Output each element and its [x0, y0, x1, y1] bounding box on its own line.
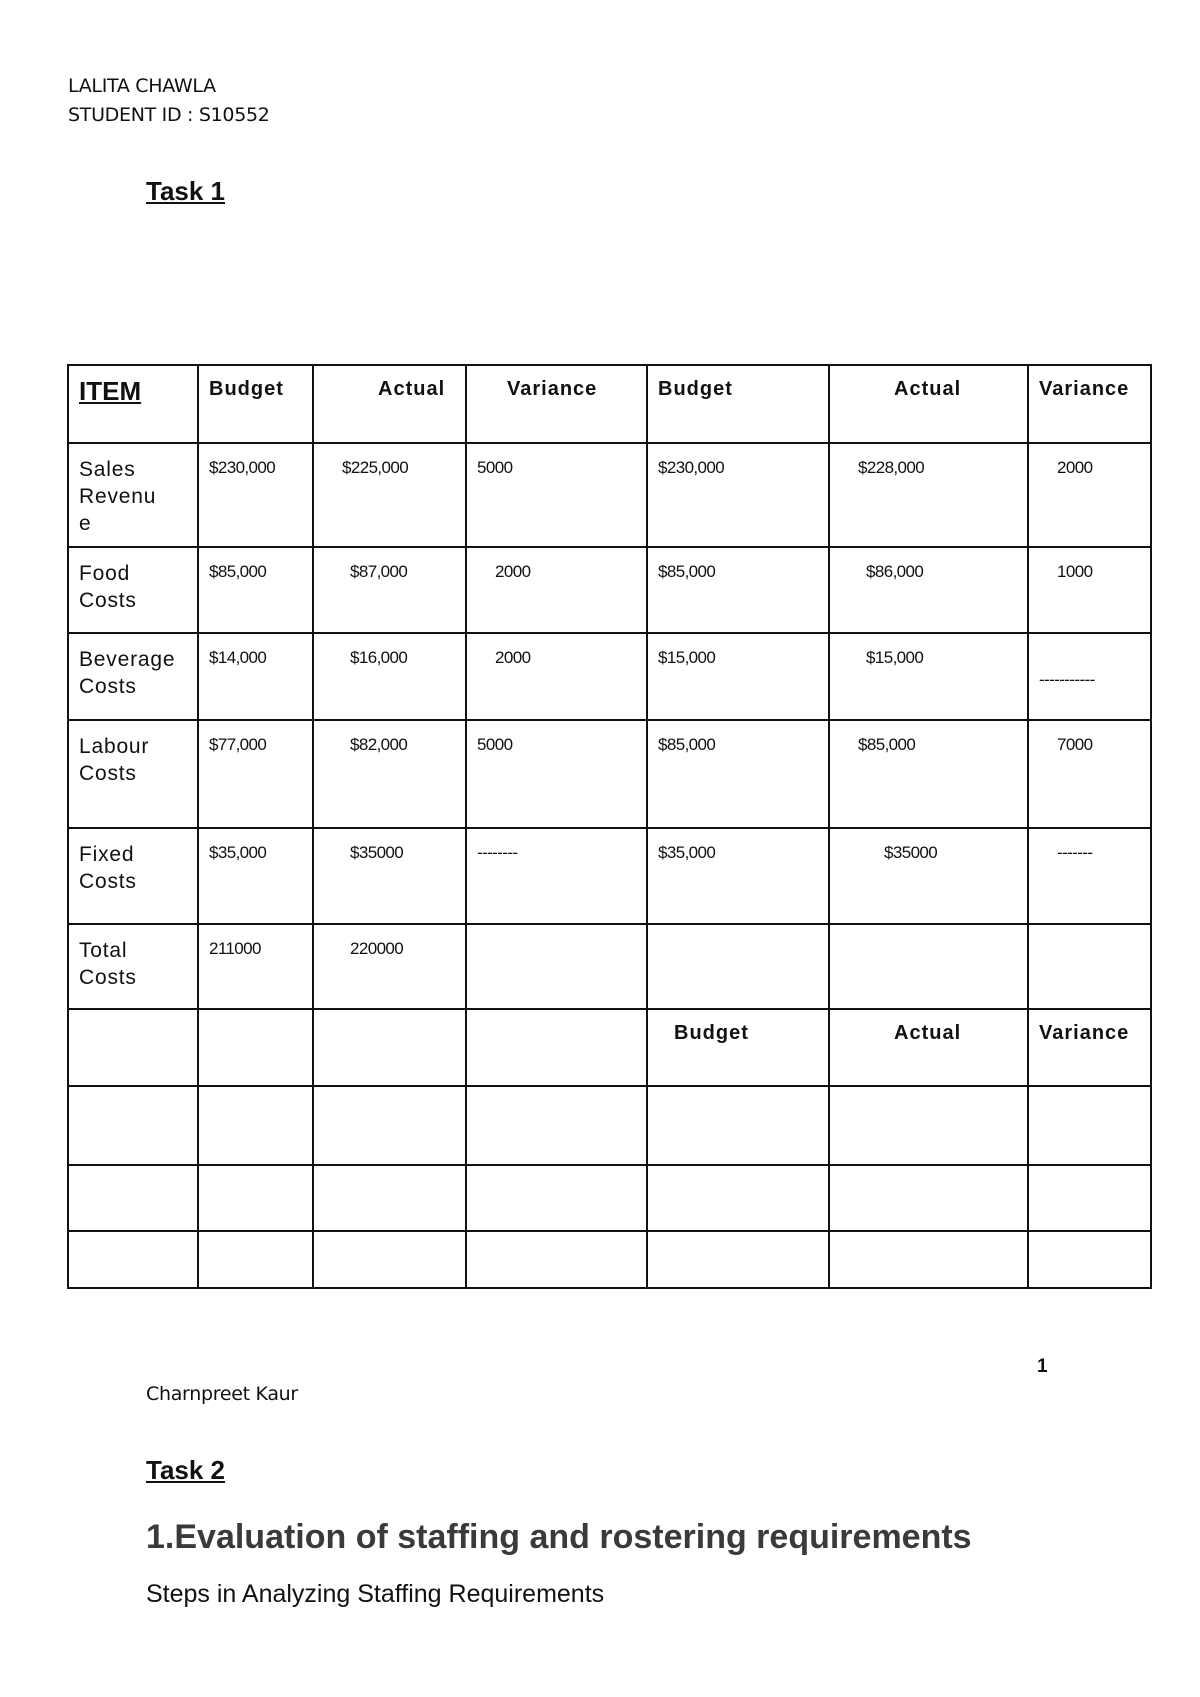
- cell: [68, 1165, 198, 1231]
- cell: [198, 1009, 313, 1086]
- table-row: [68, 547, 1151, 633]
- cell: 5000: [466, 443, 647, 547]
- header-budget-1: Budget: [198, 365, 313, 443]
- header-actual-1: Actual: [313, 365, 466, 443]
- row-label-fixed-costs: Fixed Costs: [68, 828, 198, 924]
- cell: [68, 1009, 198, 1086]
- table-row: [68, 1231, 1151, 1288]
- cell: 1000: [1028, 547, 1151, 633]
- cell: [198, 1086, 313, 1165]
- cell: [68, 1231, 198, 1288]
- dash-placeholder: -----------: [1039, 670, 1095, 689]
- cell: [829, 924, 1028, 1009]
- cell: $35,000: [198, 828, 313, 924]
- cell: $225,000: [313, 443, 466, 547]
- author-name: Charnpreet Kaur: [146, 1383, 298, 1405]
- cell: 211000: [198, 924, 313, 1009]
- cell: [829, 1165, 1028, 1231]
- section-heading: 1.Evaluation of staffing and rostering requirements: [146, 1518, 972, 1556]
- cell: [1028, 1165, 1151, 1231]
- cell: [647, 1086, 829, 1165]
- cell: $82,000: [313, 720, 466, 828]
- cell: [1028, 633, 1151, 720]
- cell: 7000: [1028, 720, 1151, 828]
- cell: $230,000: [647, 443, 829, 547]
- student-id: STUDENT ID : S10552: [68, 104, 270, 126]
- cell: [466, 1086, 647, 1165]
- table-row: [68, 443, 1151, 547]
- cell: $14,000: [198, 633, 313, 720]
- cell: 5000: [466, 720, 647, 828]
- table-row: [68, 633, 1151, 720]
- cell: [1028, 924, 1151, 1009]
- cell: [647, 1165, 829, 1231]
- table-row: [68, 924, 1151, 1009]
- student-name: LALITA CHAWLA: [68, 75, 216, 97]
- header-actual-2: Actual: [829, 365, 1028, 443]
- header-budget-2: Budget: [647, 365, 829, 443]
- table-row: [68, 1086, 1151, 1165]
- row-label-beverage-costs: Beverage Costs: [68, 633, 198, 720]
- cell: $228,000: [829, 443, 1028, 547]
- cell: [466, 1231, 647, 1288]
- budget-variance-table: [67, 364, 1152, 1289]
- cell: $87,000: [313, 547, 466, 633]
- cell: $15,000: [829, 633, 1028, 720]
- task1-title: Task 1: [146, 176, 226, 206]
- row-label-total-costs: Total Costs: [68, 924, 198, 1009]
- cell: $35000: [313, 828, 466, 924]
- cell: [313, 1086, 466, 1165]
- cell: [198, 1165, 313, 1231]
- cell: 220000: [313, 924, 466, 1009]
- cell: 2000: [466, 633, 647, 720]
- task2-title: Task 2: [146, 1455, 226, 1485]
- cell: -------: [1028, 828, 1151, 924]
- cell: $85,000: [647, 547, 829, 633]
- row-label-labour-costs: Labour Costs: [68, 720, 198, 828]
- cell: [68, 1086, 198, 1165]
- cell: 2000: [466, 547, 647, 633]
- row-label-food-costs: Food Costs: [68, 547, 198, 633]
- table-header-row: [68, 365, 1151, 443]
- cell: [466, 1165, 647, 1231]
- cell: [198, 1231, 313, 1288]
- cell: [1028, 1086, 1151, 1165]
- row-label-sales-revenue: Sales Revenu e: [68, 443, 198, 547]
- page-number: 1: [1037, 1356, 1048, 1377]
- cell: --------: [466, 828, 647, 924]
- cell: $35000: [829, 828, 1028, 924]
- cell: [647, 1231, 829, 1288]
- cell: $86,000: [829, 547, 1028, 633]
- cell: 2000: [1028, 443, 1151, 547]
- subheader-variance: Variance: [1028, 1009, 1151, 1086]
- cell: $35,000: [647, 828, 829, 924]
- table-row: [68, 1165, 1151, 1231]
- cell: [829, 1231, 1028, 1288]
- cell: $230,000: [198, 443, 313, 547]
- cell: [466, 924, 647, 1009]
- cell: [313, 1165, 466, 1231]
- subheader-budget: Budget: [647, 1009, 829, 1086]
- cell: [313, 1231, 466, 1288]
- header-item: ITEM: [68, 365, 198, 443]
- cell: $85,000: [198, 547, 313, 633]
- subheader-actual: Actual: [829, 1009, 1028, 1086]
- cell: $15,000: [647, 633, 829, 720]
- header-variance-2: Variance: [1028, 365, 1151, 443]
- table-subheader-row: [68, 1009, 1151, 1086]
- table-row: [68, 828, 1151, 924]
- cell: [313, 1009, 466, 1086]
- cell: [1028, 1231, 1151, 1288]
- cell: $85,000: [829, 720, 1028, 828]
- cell: [466, 1009, 647, 1086]
- table-row: [68, 720, 1151, 828]
- cell: $85,000: [647, 720, 829, 828]
- header-variance-1: Variance: [466, 365, 647, 443]
- cell: $77,000: [198, 720, 313, 828]
- cell: [829, 1086, 1028, 1165]
- section-subheading: Steps in Analyzing Staffing Requirements: [146, 1580, 605, 1608]
- cell: $16,000: [313, 633, 466, 720]
- cell: [647, 924, 829, 1009]
